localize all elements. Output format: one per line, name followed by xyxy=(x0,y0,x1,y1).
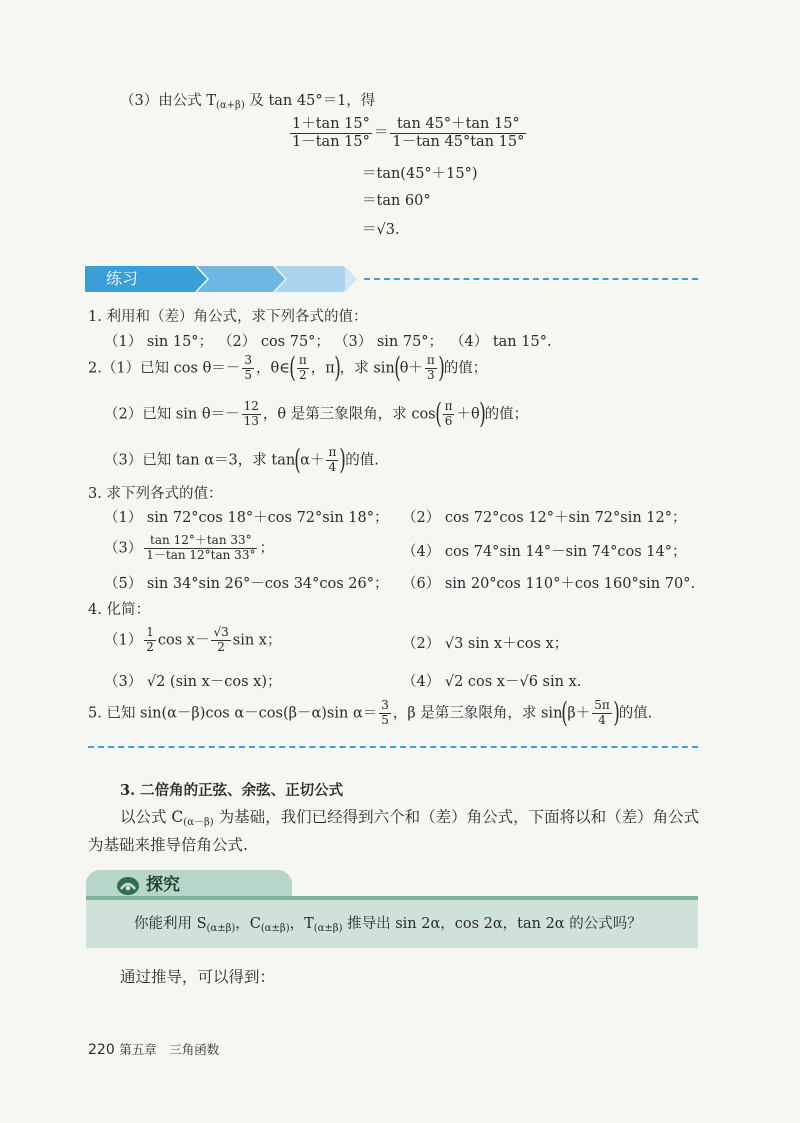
q4-item-1: （1） $\frac{1}{2}$ cos x－ $\frac{√3}{2}$ sin x； xyxy=(104,625,282,654)
q1-text: 1. 利用和（差）角公式，求下列各式的值： xyxy=(88,309,368,325)
q4-item-3: （3） √2 (sin x－cos x)； xyxy=(104,674,282,690)
rhs-fraction: $\frac{\tan 45^\circ+\tan 15^\circ}{1-\tan 45^\circ\tan 15^\circ}$ xyxy=(392,116,525,150)
page-number: 220 xyxy=(88,1042,115,1058)
lhs-fraction: $\frac{1+\tan 15^\circ}{1-\tan 15^\circ}$ xyxy=(292,116,370,150)
example3-equation-line1: $\frac{1+\tan 15^\circ}{1-\tan 15^\circ}$ ＝ $\frac{\tan 45^\circ+\tan 15^\circ}{1-\tan 45^\circ\tan 15^\circ}$ xyxy=(292,116,525,150)
exercise-bottom-divider xyxy=(88,746,698,748)
explore-title: 探究 xyxy=(146,875,180,895)
page-footer xyxy=(88,1040,219,1060)
explore-icon xyxy=(116,875,140,897)
chapter-title: 第五章 三角函数 xyxy=(119,1042,220,1057)
q3-item-4: （4） cos 74°sin 14°－sin 74°cos 14°； xyxy=(402,544,687,560)
exercise-top-divider xyxy=(364,278,698,280)
q3-item-6: （6） sin 20°cos 110°＋cos 160°sin 70°. xyxy=(402,576,696,592)
q4-text: 4. 化简： xyxy=(88,602,150,618)
example3-intro: （3）由公式 $T_{(\alpha+\beta)}$ 及 tan 45°＝1，得 xyxy=(120,93,376,111)
derive-text: 通过推导，可以得到： xyxy=(120,968,276,986)
exercise-title: 练习 xyxy=(106,269,139,288)
q3-item-3: （3） $\frac{\tan 12^\circ+\tan 33^\circ}{1-\tan 12^\circ\tan 33^\circ}$ ； xyxy=(104,533,274,562)
q3-item-1: （1） sin 72°cos 18°＋cos 72°sin 18°； xyxy=(104,510,389,526)
q3-text: 3. 求下列各式的值： xyxy=(88,486,223,502)
q3-item-5: （5） sin 34°sin 26°－cos 34°cos 26°； xyxy=(104,576,389,592)
q1-item-1: （1） sin 15°； xyxy=(104,334,214,350)
q2-c: （3）已知 tan α＝3，求 tan(α＋ $\frac{\pi}{4}$ )的值. xyxy=(104,443,379,477)
q5: 5. 已知 sin(α－β)cos α－cos(β－α)sin α＝ $\frac{3}{5}$ ，β 是第三象限角，求 sin(β＋ $\frac{5\pi}{4}$ )的值. xyxy=(88,696,653,730)
explore-question: 你能利用 $S_{(\alpha\pm\beta)}$，$C_{(\alpha\pm\beta)}$，$T_{(\alpha\pm\beta)}$ 推导出 sin 2α，cos 2α，tan 2α 的公式吗？ xyxy=(134,916,642,934)
example3-step2: ＝tan(45°＋15°) xyxy=(362,166,478,182)
explore-divider xyxy=(86,896,698,900)
section3-para-line1: 以公式 $C_{(\alpha-\beta)}$ 为基础，我们已经得到六个和（差）角公式，下面将以和（差）角公式 xyxy=(120,808,700,828)
q2-a: 2.（1）已知 cos θ＝－ $\frac{3}{5}$ ，θ∈( $\frac{\pi}{2}$ ，π)，求 sin(θ＋ $\frac{\pi}{3}$ )的值； xyxy=(88,351,488,385)
q1-item-4: （4） tan 15°. xyxy=(450,334,552,350)
q1-item-2: （2） cos 75°； xyxy=(218,334,330,350)
example3-step4: ＝√3. xyxy=(362,222,400,238)
q2-b: （2）已知 sin θ＝－ $\frac{12}{13}$ ，θ 是第三象限角，求 cos( $\frac{\pi}{6}$ ＋θ)的值； xyxy=(104,397,529,431)
q4-item-4: （4） √2 cos x－√6 sin x. xyxy=(402,674,582,690)
section3-heading: 3. 二倍角的正弦、余弦、正切公式 xyxy=(120,782,344,799)
q1-item-3: （3） sin 75°； xyxy=(334,334,444,350)
q3-item-2: （2） cos 72°cos 12°＋sin 72°sin 12°； xyxy=(402,510,687,526)
example3-step3: ＝tan 60° xyxy=(362,193,431,209)
section3-para-line2: 为基础来推导倍角公式. xyxy=(88,836,248,854)
q4-item-2: （2） √3 sin x＋cos x； xyxy=(402,636,569,652)
